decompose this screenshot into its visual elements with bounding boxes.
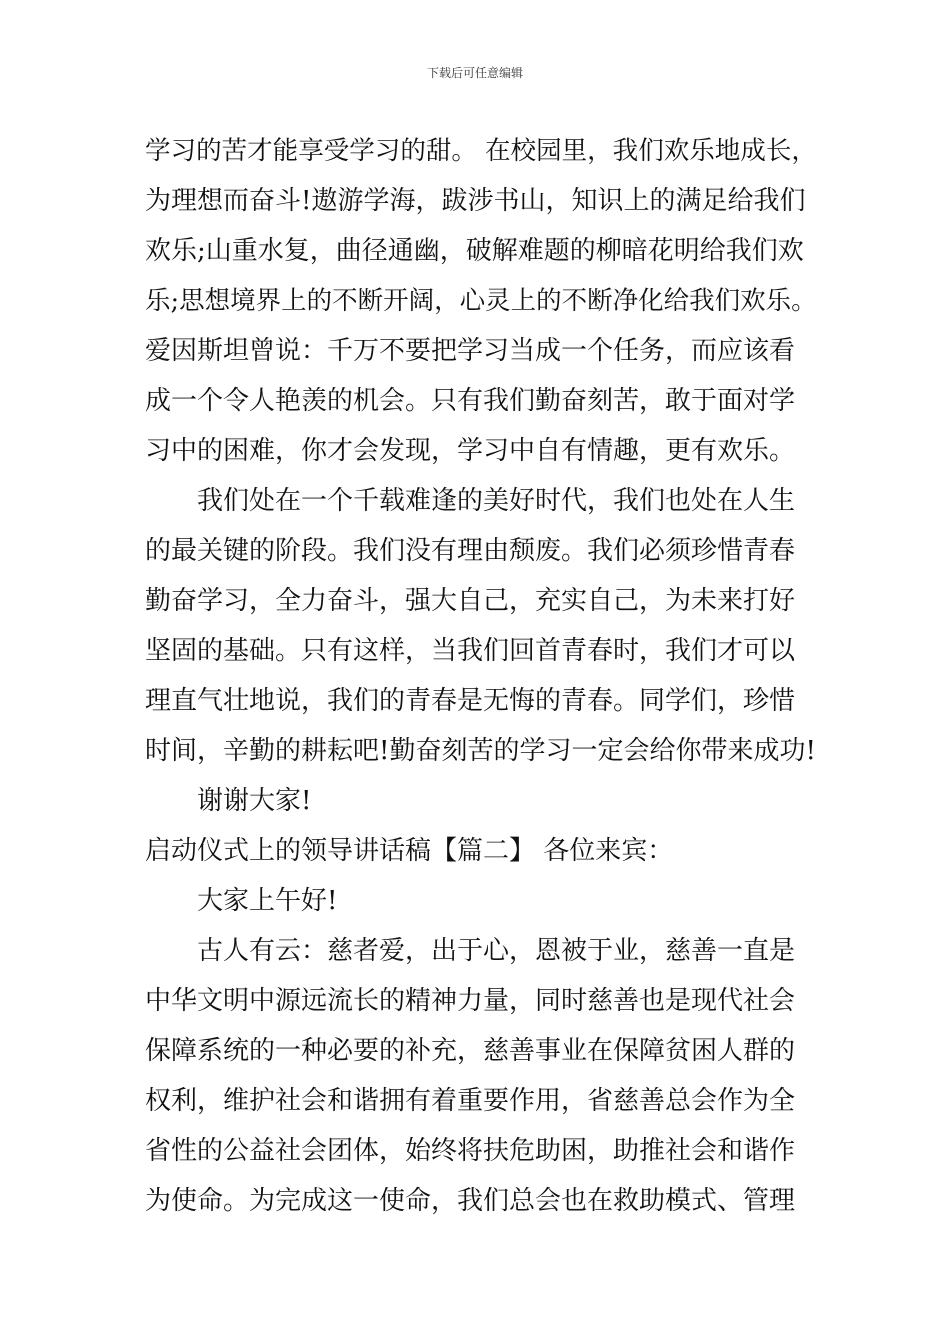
- text-line: 的最关键的阶段。我们没有理由颓废。我们必须珍惜青春: [145, 536, 796, 566]
- text-line: 爱因斯坦曾说：千万不要把学习当成一个任务，而应该看: [145, 336, 796, 366]
- text-line: 勤奋学习，全力奋斗，强大自己，充实自己，为未来打好: [145, 586, 796, 616]
- text-line: 为理想而奋斗!遨游学海，跋涉书山，知识上的满足给我们: [145, 186, 806, 216]
- text-line: 保障系统的一种必要的补充，慈善事业在保障贫困人群的: [145, 1036, 796, 1066]
- text-line: 古人有云：慈者爱，出于心，恩被于业，慈善一直是: [197, 936, 796, 966]
- text-line: 我们处在一个千载难逢的美好时代，我们也处在人生: [197, 486, 796, 516]
- text-line: 启动仪式上的领导讲话稿【篇二】 各位来宾：: [145, 836, 674, 866]
- text-line: 中华文明中源远流长的精神力量，同时慈善也是现代社会: [145, 986, 796, 1016]
- text-line: 学习的苦才能享受学习的甜。 在校园里，我们欢乐地成长，: [145, 136, 817, 166]
- text-line: 理直气壮地说，我们的青春是无悔的青春。同学们，珍惜: [145, 686, 796, 716]
- text-line: 坚固的基础。只有这样，当我们回首青春时，我们才可以: [145, 636, 796, 666]
- text-line: 欢乐;山重水复，曲径通幽，破解难题的柳暗花明给我们欢: [145, 236, 804, 266]
- text-line: 乐;思想境界上的不断开阔，心灵上的不断净化给我们欢乐。: [145, 286, 817, 316]
- text-line: 时间，辛勤的耕耘吧!勤奋刻苦的学习一定会给你带来成功!: [145, 736, 816, 766]
- text-line: 大家上午好!: [197, 886, 338, 916]
- document-body: [145, 126, 815, 1226]
- text-line: 成一个令人艳羡的机会。只有我们勤奋刻苦，敢于面对学: [145, 386, 796, 416]
- text-line: 省性的公益社会团体，始终将扶危助困，助推社会和谐作: [145, 1136, 796, 1166]
- text-line: 习中的困难，你才会发现，学习中自有情趣，更有欢乐。: [145, 436, 796, 466]
- text-line: 权利，维护社会和谐拥有着重要作用，省慈善总会作为全: [145, 1086, 796, 1116]
- text-line: 谢谢大家!: [197, 786, 312, 816]
- page-header: 下载后可任意编辑: [426, 66, 523, 80]
- text-line: 为使命。为完成这一使命，我们总会也在救助模式、管理: [145, 1186, 796, 1216]
